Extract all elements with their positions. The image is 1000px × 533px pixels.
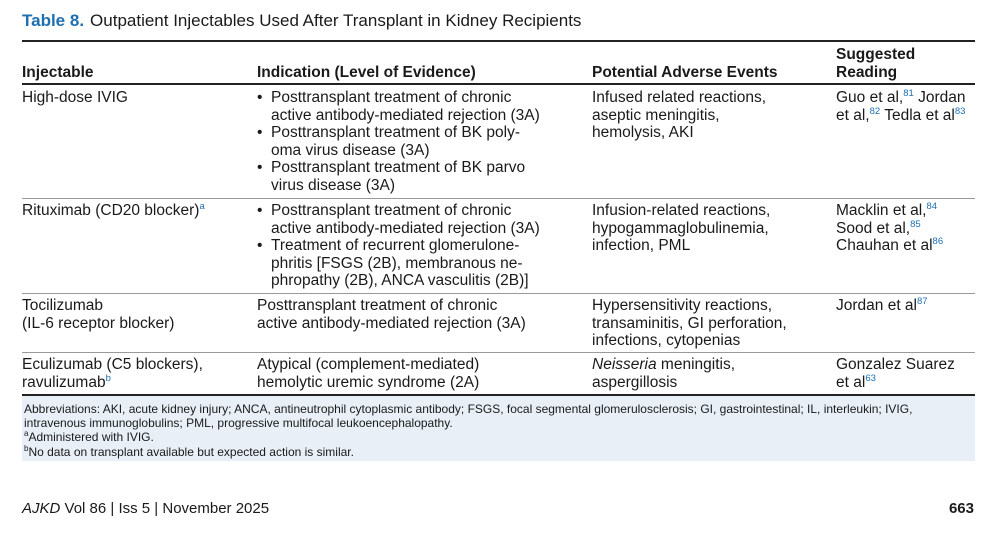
- header-rule: [22, 83, 975, 85]
- row-divider: [22, 352, 975, 353]
- citation-ref[interactable]: 84: [926, 201, 938, 212]
- header-adverse-events: Potential Adverse Events: [592, 64, 778, 81]
- header-suggested-reading: [836, 46, 915, 81]
- row-2-adverse-events: Infusion-related reactions, hypogammaglobulinemia, infection, PML: [592, 202, 771, 255]
- journal-name: AJKD: [22, 500, 61, 517]
- footnote-b: $^b$No data on transplant available but expected action is similar.: [24, 443, 354, 459]
- footnote-abbreviations: Abbreviations: AKI, acute kidney injury; ANCA, antineutrophil cytoplasmic antibody; FSGS, focal segmental glomerulosclerosis; GI, gastrointestinal; IL, interleukin; IVIG,: [24, 402, 913, 416]
- row-4-adverse-events: Neisseria meningitis, aspergillosis: [592, 356, 736, 391]
- list-item: • Posttransplant treatment of chronic active antibody-mediated rejection (3A): [257, 89, 540, 124]
- row-4-reading: Gonzalez Suarez et $al^{63}$: [836, 356, 955, 391]
- table-top-rule: [22, 40, 975, 42]
- row-1-injectable: High-dose IVIG: [22, 89, 128, 106]
- header-reading-line-2: Reading: [836, 63, 898, 81]
- row-2-reading: Macklin et al,$^{84}$ Sood et al,$^{85}$ Chauhan et $al^{86}$: [836, 201, 944, 255]
- citation-ref[interactable]: 86: [932, 236, 944, 248]
- row-3-adverse-events: Hypersensitivity reactions, transaminitis, GI perforation, infections, cytopenias: [592, 297, 787, 350]
- row-3-injectable: Tocilizumab (IL-6 receptor blocker): [22, 297, 175, 332]
- row-divider: [22, 293, 975, 294]
- citation-ref[interactable]: 87: [917, 296, 928, 307]
- row-3-reading: Jordan et $al^{87}$: [836, 296, 928, 314]
- list-item: • Posttransplant treatment of BK poly- oma virus disease (3A): [257, 124, 540, 159]
- row-2-injectable: Rituximab (CD20 blocker)$^a$: [22, 201, 205, 219]
- row-4-injectable: Eculizumab (C5 blockers), ravulizumab$^b$: [22, 356, 203, 391]
- table-number: Table 8.: [22, 11, 85, 30]
- row-4-indication: Atypical (complement-mediated) hemolytic uremic syndrome (2A): [257, 356, 480, 391]
- table-footnotes: [22, 394, 975, 461]
- row-2-indications: [257, 202, 540, 290]
- list-item: • Posttransplant treatment of BK parvo virus disease (3A): [257, 159, 540, 194]
- list-item: • Treatment of recurrent glomerulone- phritis [FSGS (2B), membranous ne- phropathy (2B), ANCA vasculitis (2B)]: [257, 237, 540, 290]
- row-1-adverse-events: Infused related reactions, aseptic meningitis, hemolysis, AKI: [592, 89, 767, 142]
- footnote-ref[interactable]: a: [199, 201, 205, 212]
- header-injectable: Injectable: [22, 64, 94, 81]
- footnote-a: $^a$Administered with IVIG.: [24, 429, 154, 445]
- citation-ref[interactable]: 82: [869, 105, 881, 117]
- row-3-indication: Posttransplant treatment of chronic active antibody-mediated rejection (3A): [257, 297, 526, 332]
- row-1-reading: Guo et al,$^{81}$ Jordan et al,$^{82}$ Tedla et $al^{83}$: [836, 88, 966, 124]
- table-title: Outpatient Injectables Used After Transplant in Kidney Recipients: [90, 11, 582, 30]
- citation-ref[interactable]: 83: [954, 105, 966, 117]
- header-reading-line-1: Suggested: [836, 46, 916, 63]
- footnote-ref[interactable]: b: [105, 372, 111, 384]
- citation-ref[interactable]: 63: [865, 372, 876, 384]
- journal-issue: Vol 86 | Iss 5 | November 2025: [60, 500, 270, 517]
- list-item: • Posttransplant treatment of chronic active antibody-mediated rejection (3A): [257, 202, 540, 237]
- citation-ref[interactable]: 81: [903, 88, 914, 99]
- page-number: 663: [948, 500, 974, 517]
- row-divider: [22, 198, 975, 199]
- table-caption: [22, 11, 581, 31]
- header-indication: Indication (Level of Evidence): [257, 64, 476, 81]
- journal-footer: [22, 500, 269, 517]
- row-1-indications: [257, 89, 540, 195]
- footnote-abbreviations-cont: intravenous immunoglobulins; PML, progressive multifocal leukoencephalopathy.: [24, 416, 453, 431]
- citation-ref[interactable]: 85: [910, 218, 921, 230]
